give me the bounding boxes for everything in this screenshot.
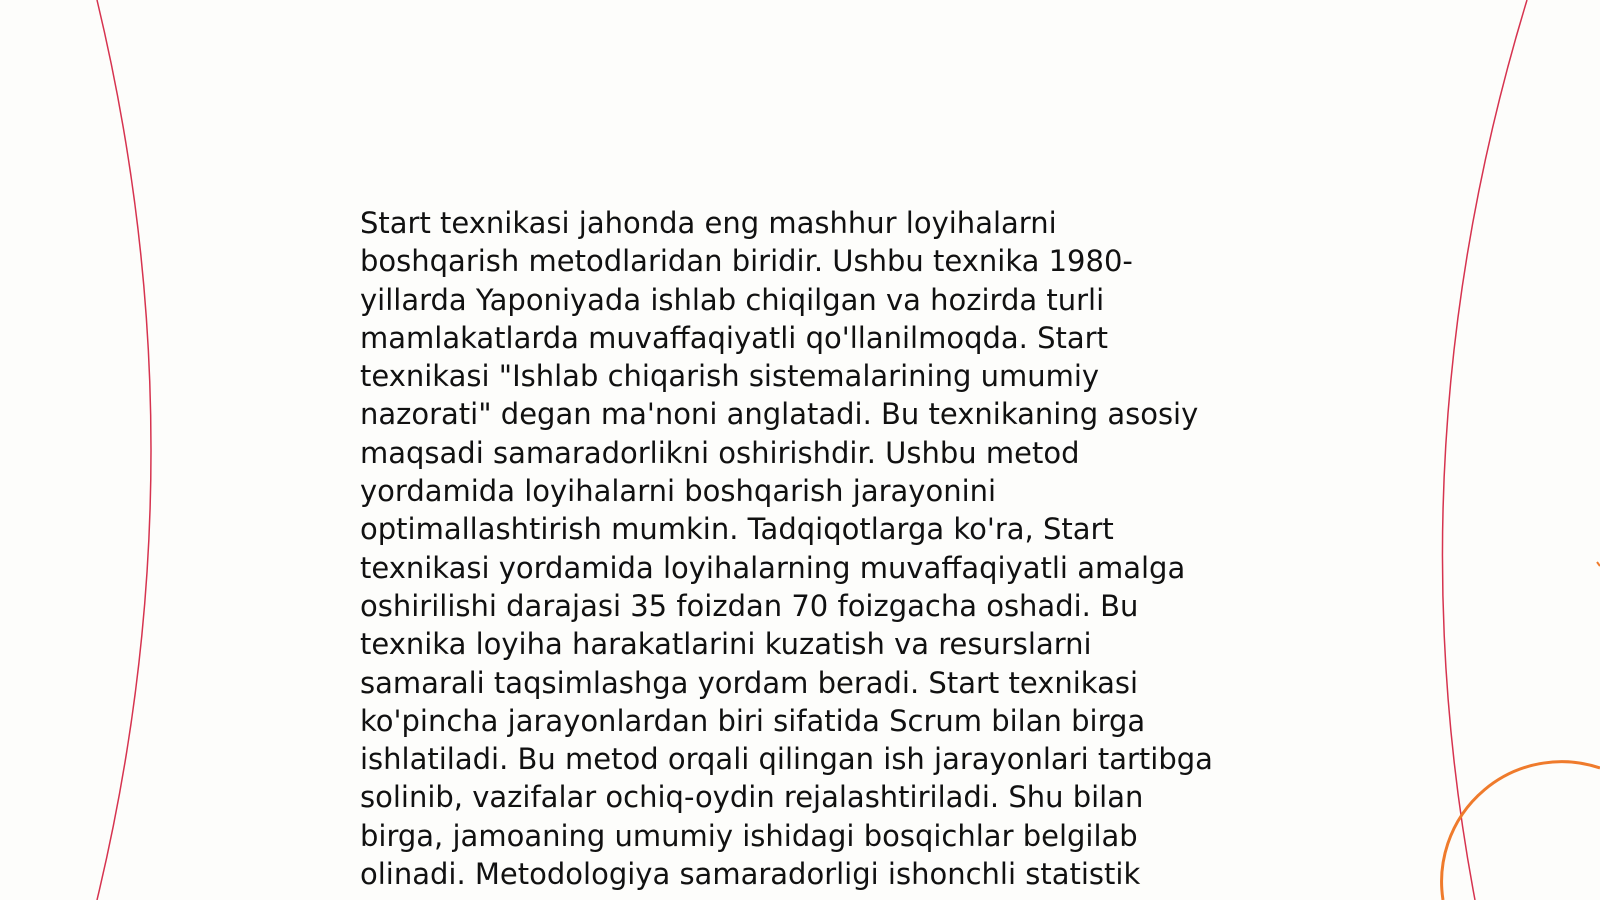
body-paragraph: Start texnikasi jahonda eng mashhur loyihalarni boshqarish metodlaridan biridir. Ushbu texnika 1980- yillarda Yaponiyada ishlab chiqilgan va hozirda turli mamlakatlarda muvaffaqiyatli qo'llanilmoqda. Start texnikasi "Ishlab chiqarish sistemalarining umumiy nazorati" degan ma'noni anglatadi. Bu texnikaning asosiy maqsadi samaradorlikni oshirishdir. Ushbu metod yordamida loyihalarni boshqarish jarayonini optimallashtirish mumkin. Tadqiqotlarga ko'ra, Start texnikasi yordamida loyihalarning muvaffaqiyatli amalga oshirilishi darajasi 35 foizdan 70 foizgacha oshadi. Bu texnika loyiha harakatlarini kuzatish va resurslarni samarali taqsimlashga yordam beradi. Start texnikasi ko'pincha jarayonlardan biri sifatida Scrum bilan birga ishlatiladi. Bu metod orqali qilingan ish jarayonlari tartibga solinib, vazifalar ochiq-oydin rejalashtiriladi. Shu bilan birga, jamoaning umumiy ishidagi bosqichlar belgilab olinadi. Metodologiya samaradorligi ishonchli statistik bbox=[360, 206, 1213, 892]
orange-arc bbox=[1442, 762, 1600, 900]
left-curve-line bbox=[97, 0, 151, 900]
right-curve-line bbox=[1442, 0, 1527, 900]
